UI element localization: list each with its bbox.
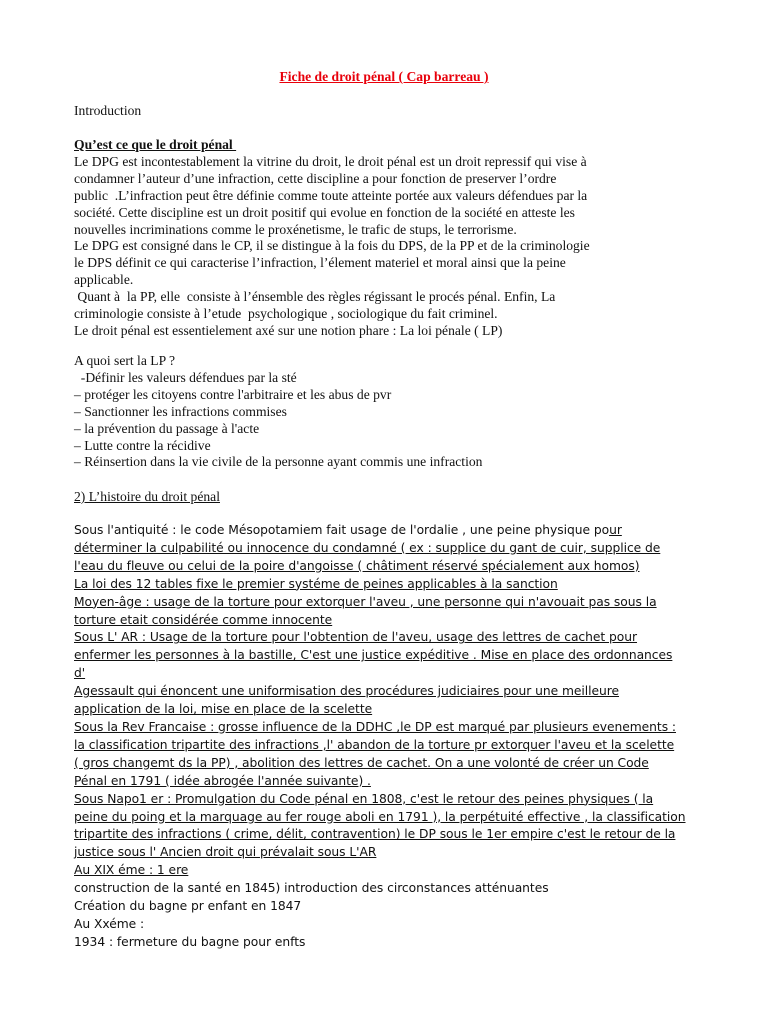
paragraph-text: Sous l'antiquité : le code Mésopotamiem fait usage de l'ordalie , une peine physique po [74, 523, 610, 537]
paragraph-line: le DPS définit ce qui caracterise l’infraction, l’élement materiel et moral ainsi que la peine [74, 255, 566, 271]
list-item: – protéger les citoyens contre l'arbitraire et les abus de pvr [74, 386, 392, 402]
list-item: – Sanctionner les infractions commises [74, 403, 287, 419]
paragraph-line: tripartite des infractions ( crime, délit, contravention) le DP sous le 1er empire c'est le retour de la [74, 827, 676, 842]
paragraph-line: Sous la Rev Francaise : grosse influence de la DDHC ,le DP est marqué par plusieurs evenements : [74, 719, 676, 734]
section-what-is-criminal-law [74, 137, 714, 340]
paragraph-line: Sous Napo1 er : Promulgation du Code pénal en 1808, c'est le retour des peines physiques ( la [74, 791, 654, 806]
section-history-body [74, 522, 714, 952]
introduction-heading: Introduction [74, 103, 142, 118]
paragraph-line: Moyen-âge : usage de la torture pour extorquer l'aveu , une personne qui n'avouait pas sous la [74, 594, 657, 609]
section-purpose-of-lp [74, 353, 714, 471]
underlined-text: ur [609, 523, 622, 537]
paragraph-line [74, 522, 714, 540]
paragraph-line: Pénal en 1791 ( idée abrogée l'année suivante) . [74, 773, 371, 788]
paragraph-line: déterminer la culpabilité ou innocence du condamné ( ex : supplice du gant de cuir, supplice de [74, 540, 661, 555]
paragraph-line: Le DPG est consigné dans le CP, il se distingue à la fois du DPS, de la PP et de la criminologie [74, 238, 590, 254]
list-item: – Lutte contre la récidive [74, 437, 211, 453]
paragraph-line: nouvelles incriminations comme le proxénetisme, le trafic de stups, le terrorisme. [74, 221, 517, 237]
history-heading: 2) L’histoire du droit pénal [74, 489, 220, 504]
list-item: -Définir les valeurs défendues par la sté [74, 369, 297, 385]
paragraph-line: Sous L' AR : Usage de la torture pour l'obtention de l'aveu, usage des lettres de cachet pour [74, 630, 638, 645]
section-heading: A quoi sert la LP ? [74, 353, 176, 368]
paragraph-line: criminologie consiste à l’etude psychologique , sociologique du fait criminel. [74, 306, 498, 322]
paragraph-line: La loi des 12 tables fixe le premier systéme de peines applicables à la sanction [74, 576, 558, 591]
list-item: – la prévention du passage à l'acte [74, 420, 260, 436]
paragraph-line: l'eau du fleuve ou celui de la poire d'angoisse ( châtiment réservé spécialement aux homos) [74, 558, 640, 573]
paragraph-line: Création du bagne pr enfant en 1847 [74, 899, 302, 914]
paragraph-line: Au Xxéme : [74, 916, 145, 931]
paragraph-line: Le droit pénal est essentielement axé sur une notion phare : La loi pénale ( LP) [74, 322, 503, 338]
paragraph-line: application de la loi, mise en place de la scelette [74, 702, 373, 717]
paragraph-line: Quant à la PP, elle consiste à l’énsemble des règles régissant le procés pénal. Enfin, La [74, 289, 556, 305]
paragraph-line: 1934 : fermeture du bagne pour enfts [74, 934, 306, 949]
paragraph-line: torture etait considérée comme innocente [74, 612, 333, 627]
paragraph-line: Le DPG est incontestablement la vitrine du droit, le droit pénal est un droit repressif qui vise à [74, 153, 587, 169]
list-item: – Réinsertion dans la vie civile de la personne ayant commis une infraction [74, 454, 483, 470]
paragraph-line: peine du poing et la marquage au fer rouge aboli en 1791 ), la perpétuité effective , la classification [74, 809, 686, 824]
paragraph-line: applicable. [74, 272, 134, 288]
paragraph-line: enfermer les personnes à la bastille, C'est une justice expéditive . Mise en place des ordonnances [74, 648, 673, 663]
paragraph-line: construction de la santé en 1845) introduction des circonstances atténuantes [74, 881, 549, 896]
paragraph-line: Agessault qui énoncent une uniformisation des procédures judiciaires pour une meilleure [74, 684, 620, 699]
paragraph-line: société. Cette discipline est un droit positif qui evolue en fonction de la société en atteste les [74, 204, 575, 220]
document-title: Fiche de droit pénal ( Cap barreau ) [279, 69, 489, 84]
section-heading: Qu’est ce que le droit pénal [74, 137, 237, 152]
paragraph-line: d' [74, 666, 86, 681]
paragraph-line: la classification tripartite des infractions ,l' abandon de la torture pr extorquer l'aveu et la scelette [74, 737, 675, 752]
paragraph-line: Au XIX éme : 1 ere [74, 863, 189, 878]
paragraph-line: condamner l’auteur d’une infraction, cette discipline a pour fonction de preserver l’ordre [74, 170, 557, 186]
paragraph-line: justice sous l' Ancien droit qui prévalait sous L'AR [74, 845, 377, 860]
paragraph-line: public .L’infraction peut être définie comme toute atteinte portée aux valeurs défendues par la [74, 187, 588, 203]
paragraph-line: ( gros changemt ds la PP) , abolition des lettres de cachet. On a une volonté de créer un Code [74, 755, 649, 770]
